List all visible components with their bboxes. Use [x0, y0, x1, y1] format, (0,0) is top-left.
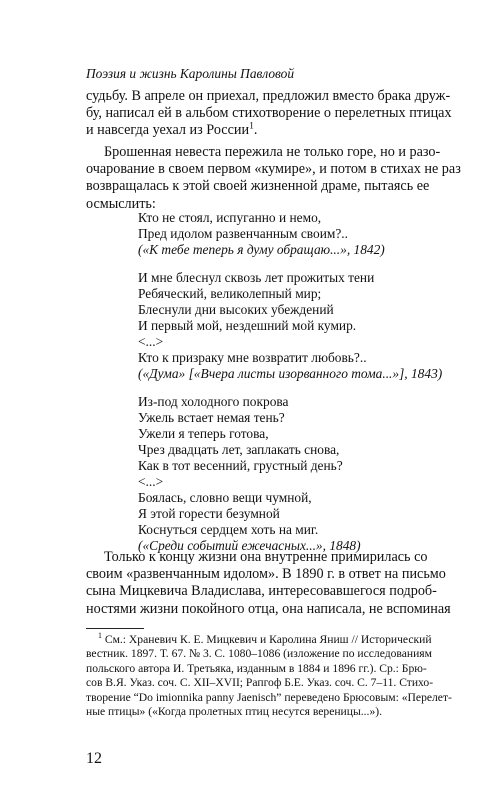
- poem-source: («К тебе теперь я думу обращаю...», 1842): [138, 242, 385, 257]
- footnote-separator: [86, 628, 144, 629]
- verse-line: Боялась, словно вещи чумной,: [138, 490, 312, 505]
- verse-line: Я этой горести безумной: [138, 506, 280, 521]
- verse-line: Коснуться сердцем хоть на миг.: [138, 522, 319, 537]
- verse-line: Кто к призраку мне возвратит любовь?..: [138, 350, 367, 365]
- footnote-mark: 1: [98, 631, 102, 641]
- text-line: осмыслить:: [86, 195, 156, 212]
- poem-source: («Среди событий ежечасных...», 1848): [138, 538, 361, 553]
- text-line: судьбу. В апреле он приехал, предложил вместо брака друж-: [86, 88, 451, 104]
- footnote-line: сов В.Я. Указ. соч. С. XII–XVII; Рапгоф Б.Е. Указ. соч. С. 7–11. Стихо-: [86, 676, 434, 690]
- text-line: Брошенная невеста пережила не только горе, но и разо-: [104, 144, 441, 160]
- text-line: возвращалась к этой своей жизненной драме, пытаясь ее: [86, 178, 430, 195]
- verse-line: Из-под холодного покрова: [138, 394, 289, 409]
- text-line: своим «развенчанным идолом». В 1890 г. в ответ на письмо: [86, 566, 446, 583]
- verse-line: И мне блеснул сквозь лет прожитых тени: [138, 270, 375, 285]
- footnote-line: польского автора И. Третьяка, изданным в 1884 и 1896 гг.). Ср.: Брю-: [86, 661, 427, 675]
- footnote-reference: 1: [249, 120, 254, 132]
- paragraph-1: [86, 88, 452, 140]
- poem-stanza-2: [138, 270, 443, 382]
- verse-line: Пред идолом развенчанным своим?..: [138, 226, 348, 241]
- text-line: бу, написал ей в альбом стихотворение о перелетных птицах: [86, 105, 452, 122]
- footnote-text: См.: Храневич К. Е. Мицкевич и Каролина Яниш // Исторический: [101, 633, 432, 646]
- verse-line: Чрез двадцать лет, заплакать снова,: [138, 442, 340, 457]
- poem-stanza-1: [138, 210, 438, 258]
- footnote: [86, 631, 452, 719]
- footnote-line: вестник. 1897. Т. 67. № 3. С. 1080–1086 (изложение по исследованиям: [86, 647, 432, 661]
- text-line: ностями жизни покойного отца, она написала, не вспоминая: [86, 600, 451, 617]
- verse-line: Ужель встает немая тень?: [138, 410, 285, 425]
- page-number: 12: [86, 750, 102, 767]
- verse-omission: <...>: [138, 474, 164, 489]
- text-line: Только к концу жизни она внутренне примирилась со: [104, 549, 428, 565]
- verse-line: Ужели я теперь готова,: [138, 426, 269, 441]
- verse-line: Блеснули дни высоких убеждений: [138, 302, 334, 317]
- text-line: [86, 122, 442, 139]
- footnote-line: творение “Do imionnika panny Jaenisch” переведено Брюсовым: «Перелет-: [86, 690, 452, 704]
- text-line-content: и навсегда уехал из России: [86, 122, 250, 139]
- period: .: [253, 122, 258, 139]
- verse-line: Как в тот весенний, грустный день?: [138, 458, 343, 473]
- poem-source: («Дума» [«Вчера листы изорванного тома...»], 1843): [138, 366, 443, 381]
- verse-line: Кто не стоял, испуганно и немо,: [138, 210, 322, 225]
- text-line: очарование в своем первом «кумире», и потом в стихах не раз: [86, 161, 461, 178]
- running-head: Поэзия и жизнь Каролины Павловой: [86, 66, 295, 81]
- paragraph-2: [86, 144, 461, 213]
- paragraph-3: [86, 549, 451, 618]
- poem-stanza-3: [138, 394, 438, 554]
- footnote-line: [86, 633, 442, 647]
- verse-line: Ребяческий, великолепный мир;: [138, 286, 322, 301]
- footnote-line: ные птицы» («Когда пролетных птиц несутся вереницы...»).: [86, 705, 383, 719]
- verse-line: И первый мой, нездешний мой кумир.: [138, 318, 357, 333]
- verse-omission: <...>: [138, 334, 164, 349]
- text-line: сына Мицкевича Владислава, интересовавшегося подроб-: [86, 583, 437, 600]
